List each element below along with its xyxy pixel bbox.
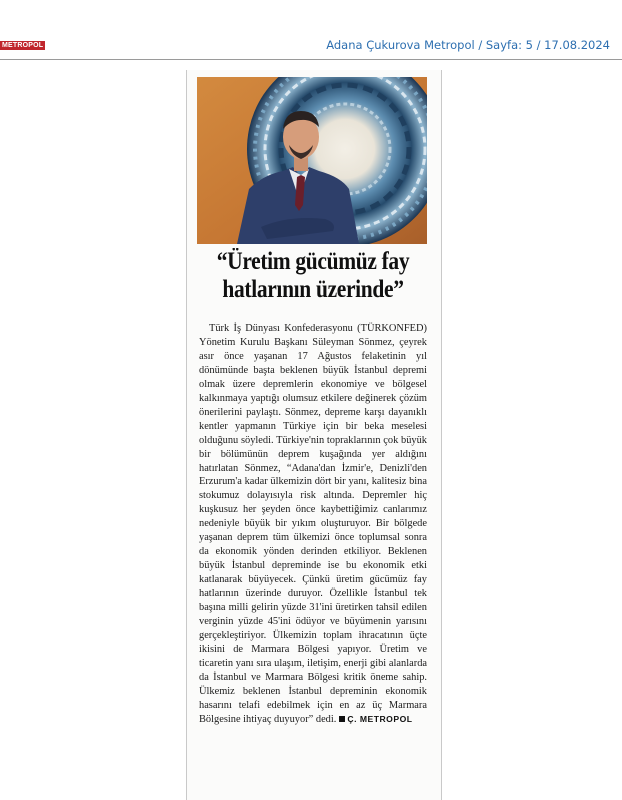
portrait-photo-icon (197, 77, 427, 244)
publication-info: Adana Çukurova Metropol / Sayfa: 5 / 17.08.2024 (326, 38, 610, 52)
article-headline (209, 248, 417, 304)
signature-square-icon (339, 716, 345, 722)
header-divider (0, 59, 622, 60)
newspaper-logo: METROPOL (2, 42, 44, 49)
article-photo (197, 77, 427, 244)
article-signature: Ç. METROPOL (347, 713, 413, 724)
article-body-container (199, 322, 427, 727)
headline-line-2: hatlarının üzerinde” (222, 276, 404, 303)
article-body-text: Türk İş Dünyası Konfederasyonu (TÜRKONFED) Yönetim Kurulu Başkanı Süleyman Sönmez, çeyrek asır önce yaşanan 17 Ağustos felaketinin yıl dönümünde başta beklenen büyük İstanbul depremi olmak üzere depremlerin ekonomiye ve bölgesel kalkınmaya yaptığı olumsuz etkilere değinerek çözüm önerilerini paylaştı. Sönmez, depreme karşı dayanıklı kentler yapmanın Türkiye için bir beka meselesi olduğunu söyledi. Türkiye'nin topraklarının çok büyük bir bölümünün deprem kuşağında yer aldığını hatırlatan Sönmez, “Adana'dan İzmir'e, Denizli'den Erzurum'a kadar ülkemizin dört bir yanı, kalitesiz bina stokumuz dolayısıyla risk altında. Depremler hiç kuşkusuz her şeyden önce kaybettiğimiz canlarımız nedeniyle büyük bir yıkım oluşturuyor. Bir bölgede yaşanan deprem tüm ülkemizi önce toplumsal sonra da ekonomik yönden derinden etkiliyor. Beklenen büyük İstanbul depreminde ise bu ekonomik etki katlanarak büyüyecek. Çünkü üretim gücümüz fay hatlarının üzerinde duruyor. Özellikle İstanbul tek başına milli gelirin yüzde 31'ini üretirken tahsil edilen verginin yüzde 45'ini ödüyor ve büyümenin yarısını gerçekleştiriyor. Ülkemizin toplam ihracatının üçte ikisini de Marmara Bölgesi yapıyor. Üretim ve ticaretin yanı sıra ulaşım, iletişim, enerji gibi alanlarda da İstanbul ve Marmara Bölgesi kritik öneme sahip. Ülkemiz beklenen İstanbul depreminin ekonomik hasarını telafi edebilmek için en az üç Marmara Bölgesine ihtiyaç duyuyor” dedi. (199, 323, 427, 725)
article-body (199, 322, 427, 727)
page-header (0, 0, 622, 58)
headline-line-1: “Üretim gücümüz fay (216, 248, 410, 275)
